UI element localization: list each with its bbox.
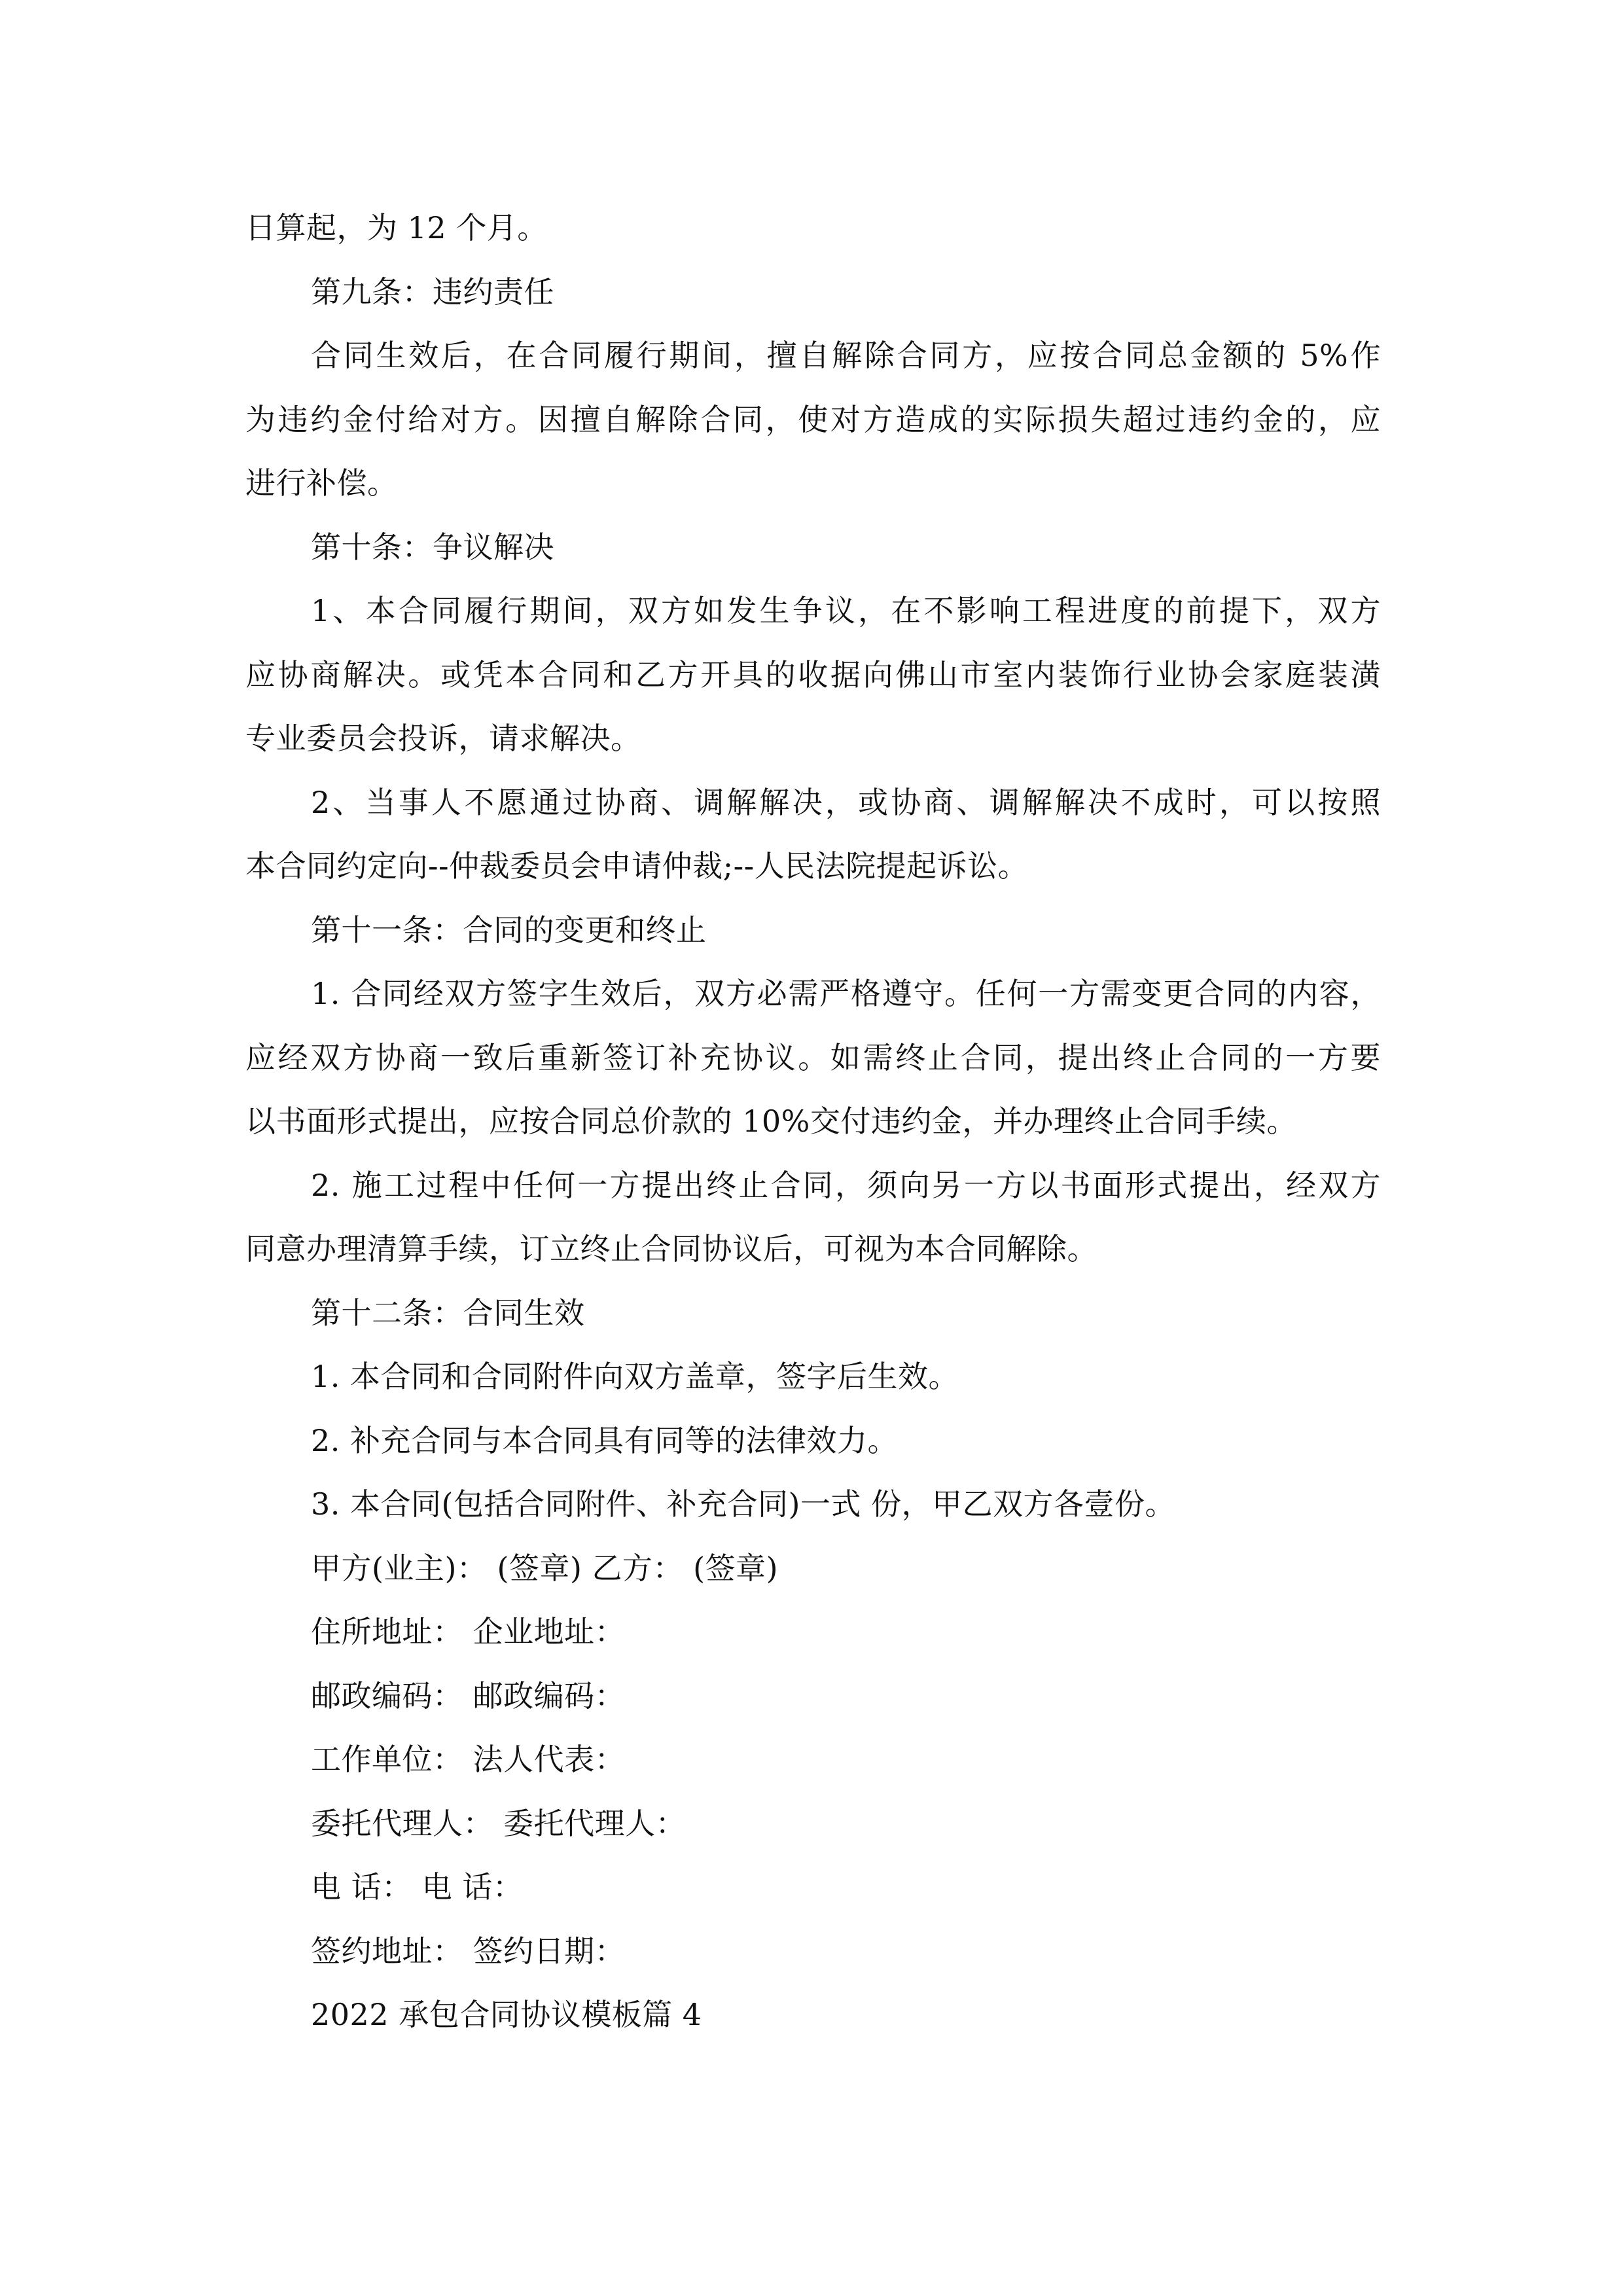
text-line: 进行补偿。	[245, 465, 398, 501]
article-heading: 第十二条：合同生效	[311, 1295, 585, 1331]
text-line: 1、本合同履行期间，双方如发生争议，在不影响工程进度的前提下，双方	[311, 593, 1381, 628]
text-line: 3. 本合同(包括合同附件、补充合同)一式 份，甲乙双方各壹份。	[311, 1486, 1176, 1522]
text-line: 1. 本合同和合同附件向双方盖章，签字后生效。	[311, 1359, 959, 1394]
signature-field: 住所地址： 企业地址：	[311, 1614, 626, 1649]
text-line: 以书面形式提出，应按合同总价款的 10%交付违约金，并办理终止合同手续。	[245, 1103, 1297, 1139]
text-line: 日算起，为 12 个月。	[245, 210, 548, 245]
signature-field: 甲方(业主)： (签章) 乙方： (签章)	[311, 1550, 779, 1586]
section-title: 2022 承包合同协议模板篇 4	[311, 1997, 702, 2032]
article-heading: 第十条：争议解决	[311, 529, 554, 565]
document-body	[245, 196, 1381, 2047]
text-line: 应协商解决。或凭本合同和乙方开具的收据向佛山市室内装饰行业协会家庭装潢	[245, 656, 1381, 692]
signature-field: 委托代理人： 委托代理人：	[311, 1805, 687, 1841]
signature-field: 工作单位： 法人代表：	[311, 1742, 626, 1777]
text-line: 合同生效后，在合同履行期间，擅自解除合同方，应按合同总金额的 5%作	[311, 338, 1381, 373]
article-heading: 第九条：违约责任	[311, 274, 554, 310]
text-line: 本合同约定向--仲裁委员会申请仲裁;--人民法院提起诉讼。	[245, 848, 1029, 884]
signature-field: 签约地址： 签约日期：	[311, 1933, 626, 1969]
signature-field: 邮政编码： 邮政编码：	[311, 1677, 626, 1713]
text-line: 1. 合同经双方签字生效后，双方必需严格遵守。任何一方需变更合同的内容，	[311, 976, 1381, 1011]
text-line: 2、当事人不愿通过协商、调解解决，或协商、调解解决不成时，可以按照	[311, 784, 1381, 820]
text-line: 2. 施工过程中任何一方提出终止合同，须向另一方以书面形式提出，经双方	[311, 1167, 1381, 1203]
text-line: 专业委员会投诉，请求解决。	[245, 721, 641, 756]
text-line: 为违约金付给对方。因擅自解除合同，使对方造成的实际损失超过违约金的，应	[245, 401, 1381, 437]
article-heading: 第十一条：合同的变更和终止	[311, 912, 707, 948]
text-line: 同意办理清算手续，订立终止合同协议后，可视为本合同解除。	[245, 1231, 1097, 1266]
text-line: 2. 补充合同与本合同具有同等的法律效力。	[311, 1422, 899, 1458]
signature-field: 电 话： 电 话：	[311, 1869, 524, 1905]
text-line: 应经双方协商一致后重新签订补充协议。如需终止合同，提出终止合同的一方要	[245, 1039, 1381, 1075]
